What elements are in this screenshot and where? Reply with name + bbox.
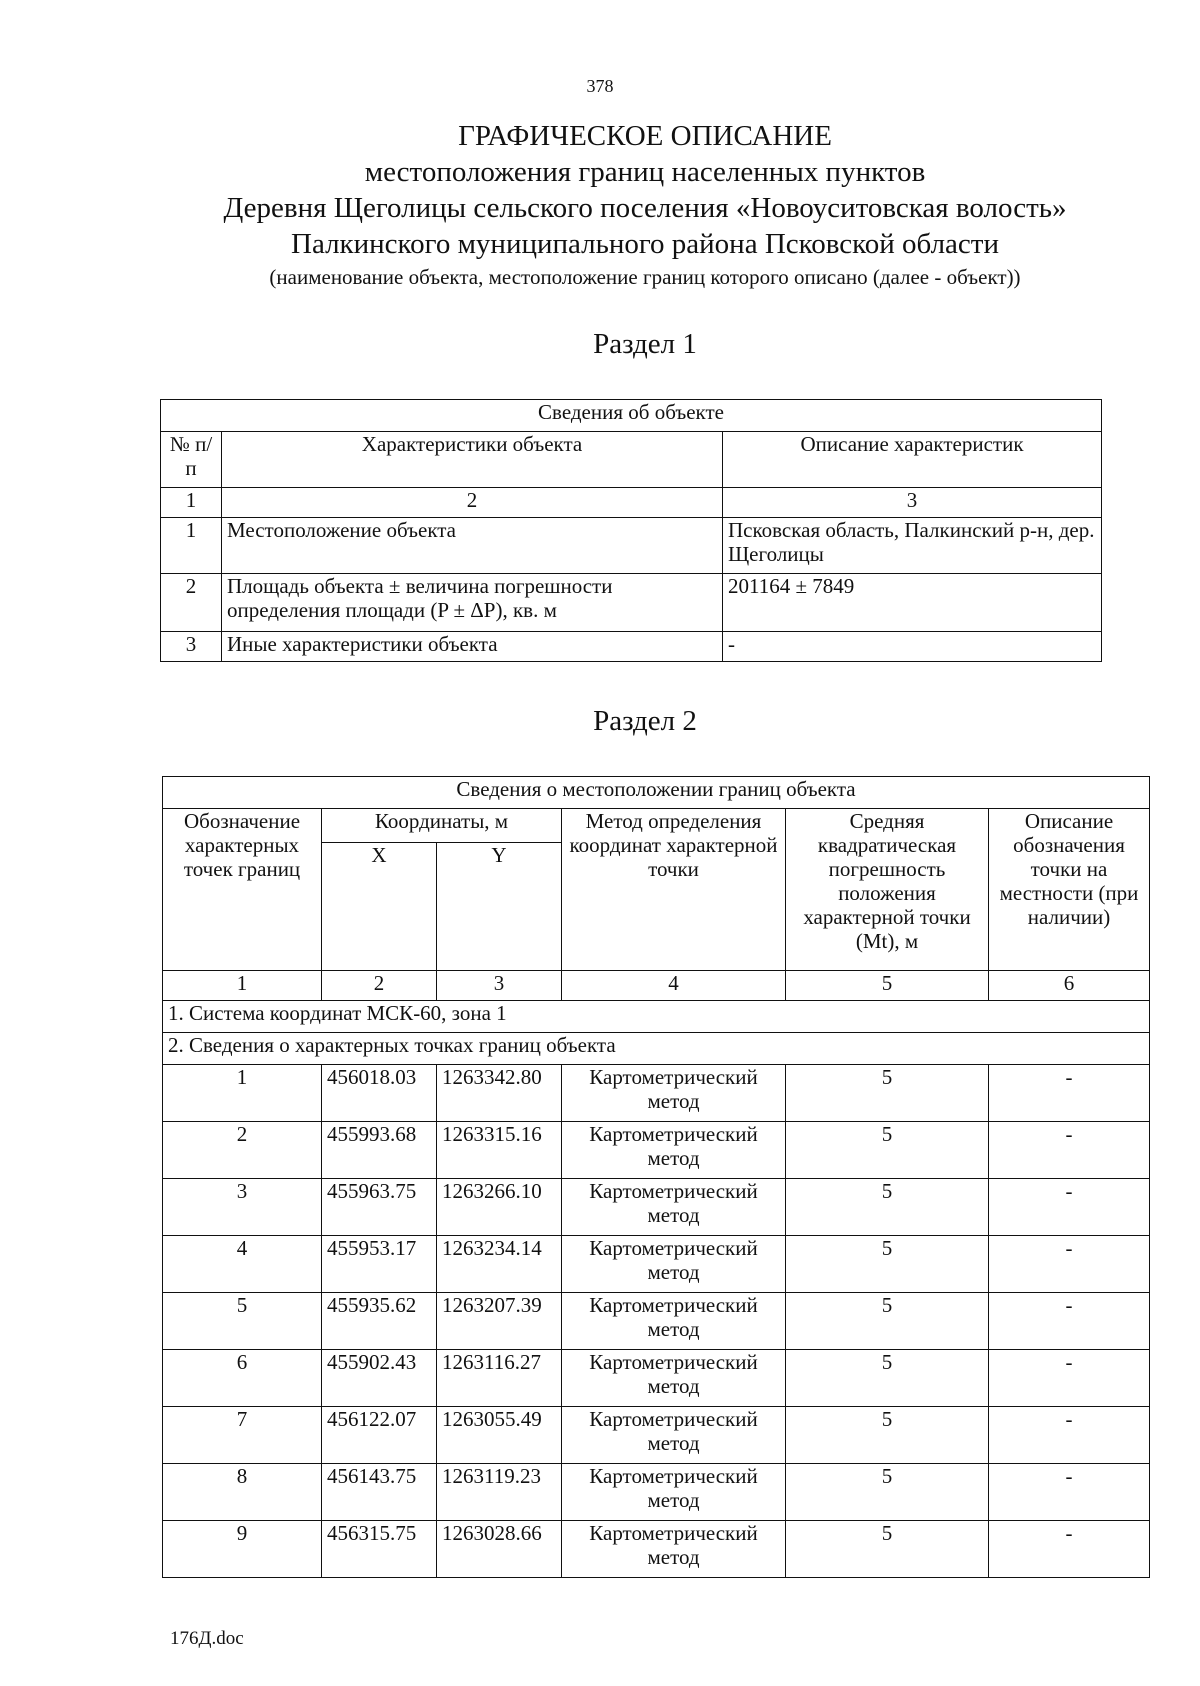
table-row [161, 518, 1102, 574]
method-cell: Картометрический метод [562, 1065, 786, 1122]
error-cell: 5 [786, 1521, 989, 1578]
table-title: Сведения о местоположении границ объекта [163, 777, 1150, 809]
row-number: 2 [161, 574, 222, 632]
title-line-2: местоположения границ населенных пунктов [364, 156, 926, 188]
column-number: 5 [786, 971, 989, 1001]
table-row [163, 1464, 1150, 1521]
location-description-cell: - [989, 1236, 1150, 1293]
location-description-cell: - [989, 1464, 1150, 1521]
error-cell: 5 [786, 1293, 989, 1350]
title-line-4: Палкинского муниципального района Псковской области [291, 228, 999, 260]
method-cell: Картометрический метод [562, 1179, 786, 1236]
table-row [163, 1236, 1150, 1293]
method-cell: Картометрический метод [562, 1521, 786, 1578]
error-cell: 5 [786, 1065, 989, 1122]
table-row [163, 1407, 1150, 1464]
characteristic-cell: Иные характеристики объекта [222, 632, 723, 662]
location-description-cell: - [989, 1293, 1150, 1350]
y-coordinate-cell: 1263055.49 [437, 1407, 562, 1464]
y-coordinate-cell: 1263342.80 [437, 1065, 562, 1122]
column-number: 2 [322, 971, 437, 1001]
column-number: 1 [163, 971, 322, 1001]
section-1-heading: Раздел 1 [593, 328, 697, 360]
point-id-cell: 7 [163, 1407, 322, 1464]
y-coordinate-cell: 1263207.39 [437, 1293, 562, 1350]
points-section-row: 2. Сведения о характерных точках границ объекта [163, 1033, 1150, 1065]
error-cell: 5 [786, 1464, 989, 1521]
location-description-cell: - [989, 1122, 1150, 1179]
column-number: 1 [161, 488, 222, 518]
header-y: Y [437, 843, 562, 971]
row-number: 1 [161, 518, 222, 574]
method-cell: Картометрический метод [562, 1122, 786, 1179]
point-id-cell: 6 [163, 1350, 322, 1407]
table-row [161, 574, 1102, 632]
page-number: 378 [586, 76, 614, 96]
coordinate-system-row: 1. Система координат МСК-60, зона 1 [163, 1001, 1150, 1033]
point-id-cell: 1 [163, 1065, 322, 1122]
error-cell: 5 [786, 1236, 989, 1293]
location-description-cell: - [989, 1407, 1150, 1464]
method-cell: Картометрический метод [562, 1350, 786, 1407]
header-description: Описание характеристик [723, 432, 1102, 488]
y-coordinate-cell: 1263315.16 [437, 1122, 562, 1179]
point-id-cell: 5 [163, 1293, 322, 1350]
x-coordinate-cell: 456122.07 [322, 1407, 437, 1464]
location-description-cell: - [989, 1521, 1150, 1578]
y-coordinate-cell: 1263119.23 [437, 1464, 562, 1521]
error-cell: 5 [786, 1350, 989, 1407]
method-cell: Картометрический метод [562, 1407, 786, 1464]
table-row [161, 632, 1102, 662]
point-id-cell: 2 [163, 1122, 322, 1179]
title-line-1: ГРАФИЧЕСКОЕ ОПИСАНИЕ [458, 120, 832, 152]
x-coordinate-cell: 456143.75 [322, 1464, 437, 1521]
location-description-cell: - [989, 1350, 1150, 1407]
table-row [163, 1122, 1150, 1179]
error-cell: 5 [786, 1407, 989, 1464]
table-row [163, 1521, 1150, 1578]
x-coordinate-cell: 455935.62 [322, 1293, 437, 1350]
description-cell: 201164 ± 7849 [723, 574, 1102, 632]
table-title: Сведения об объекте [161, 400, 1102, 432]
error-cell: 5 [786, 1179, 989, 1236]
y-coordinate-cell: 1263234.14 [437, 1236, 562, 1293]
characteristic-cell: Местоположение объекта [222, 518, 723, 574]
characteristic-cell: Площадь объекта ± величина погрешности определения площади (P ± ΔP), кв. м [222, 574, 723, 632]
y-coordinate-cell: 1263266.10 [437, 1179, 562, 1236]
description-cell: Псковская область, Палкинский р-н, дер. Щеголицы [723, 518, 1102, 574]
document-title [0, 118, 1200, 292]
header-x: X [322, 843, 437, 971]
method-cell: Картометрический метод [562, 1464, 786, 1521]
header-coordinates: Координаты, м [322, 809, 562, 843]
point-id-cell: 4 [163, 1236, 322, 1293]
method-cell: Картометрический метод [562, 1293, 786, 1350]
location-description-cell: - [989, 1179, 1150, 1236]
section-2-heading: Раздел 2 [593, 705, 697, 737]
error-cell: 5 [786, 1122, 989, 1179]
location-description-cell: - [989, 1065, 1150, 1122]
x-coordinate-cell: 455963.75 [322, 1179, 437, 1236]
header-number: № п/п [161, 432, 222, 488]
header-location-description: Описание обозначения точки на местности (при наличии) [989, 809, 1150, 971]
title-note: (наименование объекта, местоположение границ которого описано (далее - объект)) [269, 265, 1021, 289]
description-cell: - [723, 632, 1102, 662]
x-coordinate-cell: 455953.17 [322, 1236, 437, 1293]
object-info-table [160, 399, 1102, 662]
file-name: 176Д.doc [170, 1628, 244, 1649]
column-number: 4 [562, 971, 786, 1001]
x-coordinate-cell: 455993.68 [322, 1122, 437, 1179]
column-number: 3 [723, 488, 1102, 518]
method-cell: Картометрический метод [562, 1236, 786, 1293]
header-error: Средняя квадратическая погрешность положения характерной точки (Mt), м [786, 809, 989, 971]
x-coordinate-cell: 455902.43 [322, 1350, 437, 1407]
y-coordinate-cell: 1263028.66 [437, 1521, 562, 1578]
x-coordinate-cell: 456315.75 [322, 1521, 437, 1578]
table-row [163, 1065, 1150, 1122]
y-coordinate-cell: 1263116.27 [437, 1350, 562, 1407]
row-number: 3 [161, 632, 222, 662]
header-method: Метод определения координат характерной точки [562, 809, 786, 971]
column-number: 6 [989, 971, 1150, 1001]
point-id-cell: 9 [163, 1521, 322, 1578]
table-row [163, 1350, 1150, 1407]
header-characteristic: Характеристики объекта [222, 432, 723, 488]
title-line-3: Деревня Щеголицы сельского поселения «Новоуситовская волость» [223, 192, 1067, 224]
column-number: 3 [437, 971, 562, 1001]
table-row [163, 1293, 1150, 1350]
header-point: Обозначение характерных точек границ [163, 809, 322, 971]
boundary-points-table [162, 776, 1150, 1578]
column-number: 2 [222, 488, 723, 518]
point-id-cell: 8 [163, 1464, 322, 1521]
point-id-cell: 3 [163, 1179, 322, 1236]
x-coordinate-cell: 456018.03 [322, 1065, 437, 1122]
table-row [163, 1179, 1150, 1236]
